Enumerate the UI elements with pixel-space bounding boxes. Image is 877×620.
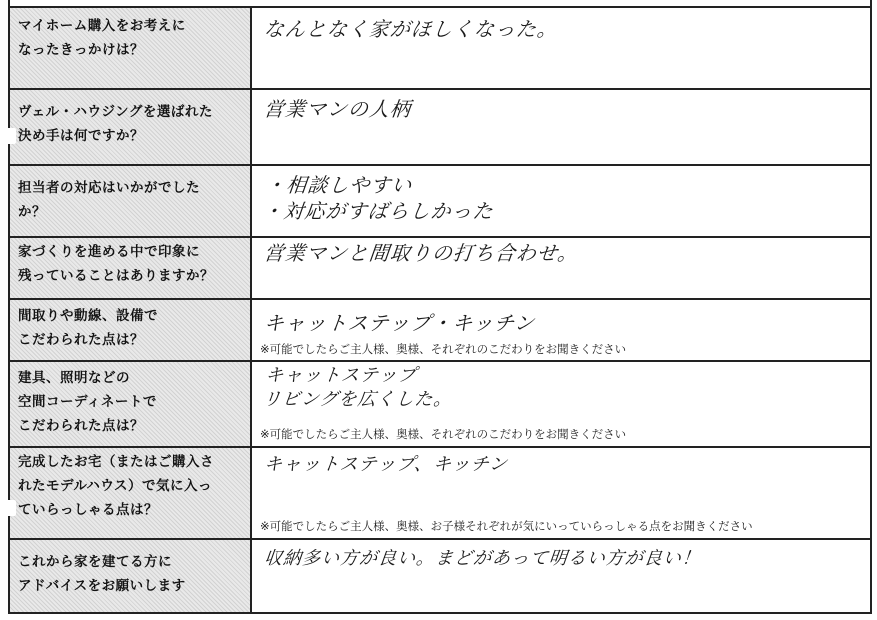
binding-hole-mark [2,128,16,144]
handwritten-answer: キャットステップ・キッチン [262,311,537,335]
handwritten-answer: 営業マンと間取りの打ち合わせ。 [262,241,580,265]
survey-row [10,446,870,538]
question-cell: ヴェル・ハウジングを選ばれた 決め手は何ですか？ [10,90,252,164]
answer-cell [254,238,870,298]
answer-cell [254,362,870,446]
binding-hole-mark [2,500,16,516]
handwritten-answer: キャットステップ リビングを広くした。 [261,365,454,410]
survey-row [10,298,870,360]
survey-row [10,236,870,298]
question-cell: これから家を建てる方に アドバイスをお願いします [10,540,252,612]
answer-cell [254,8,870,88]
answer-cell [254,448,870,538]
question-cell: マイホーム購入をお考えに なったきっかけは？ [10,8,252,88]
question-cell: 建具、照明などの 空間コーディネートで こだわられた点は？ [10,362,252,446]
survey-row [10,88,870,164]
answer-cell [254,90,870,164]
guidance-note: ※可能でしたらご主人様、奥様、それぞれのこだわりをお聞きください [260,342,627,356]
handwritten-answer: キャットステップ、キッチン [262,454,509,475]
answer-cell [254,540,870,612]
guidance-note: ※可能でしたらご主人様、奥様、お子様それぞれが気にいっていらっしゃる点をお聞きください [260,519,753,533]
handwritten-answer: 収納多い方が良い。まどがあって明るい方が良い！ [262,548,702,569]
survey-row [10,6,870,88]
guidance-note: ※可能でしたらご主人様、奥様、それぞれのこだわりをお聞きください [260,427,627,441]
question-cell: 完成したお宅（またはご購入さ れたモデルハウス）で気に入っ ていらっしゃる点は？ [10,448,252,538]
question-cell: 家づくりを進める中で印象に 残っていることはありますか？ [10,238,252,298]
survey-row [10,538,870,612]
question-cell: 間取りや動線、設備で こだわられた点は？ [10,300,252,360]
answer-cell [254,166,870,236]
question-cell: 担当者の対応はいかがでした か？ [10,166,252,236]
handwritten-answer: なんとなく家がほしくなった。 [262,17,560,41]
answer-cell [254,300,870,360]
survey-row [10,164,870,236]
survey-sheet [8,0,872,614]
handwritten-answer: ・相談しやすい ・対応がすばらしかった [261,173,495,223]
handwritten-answer: 営業マンの人柄 [262,97,413,121]
survey-row [10,360,870,446]
